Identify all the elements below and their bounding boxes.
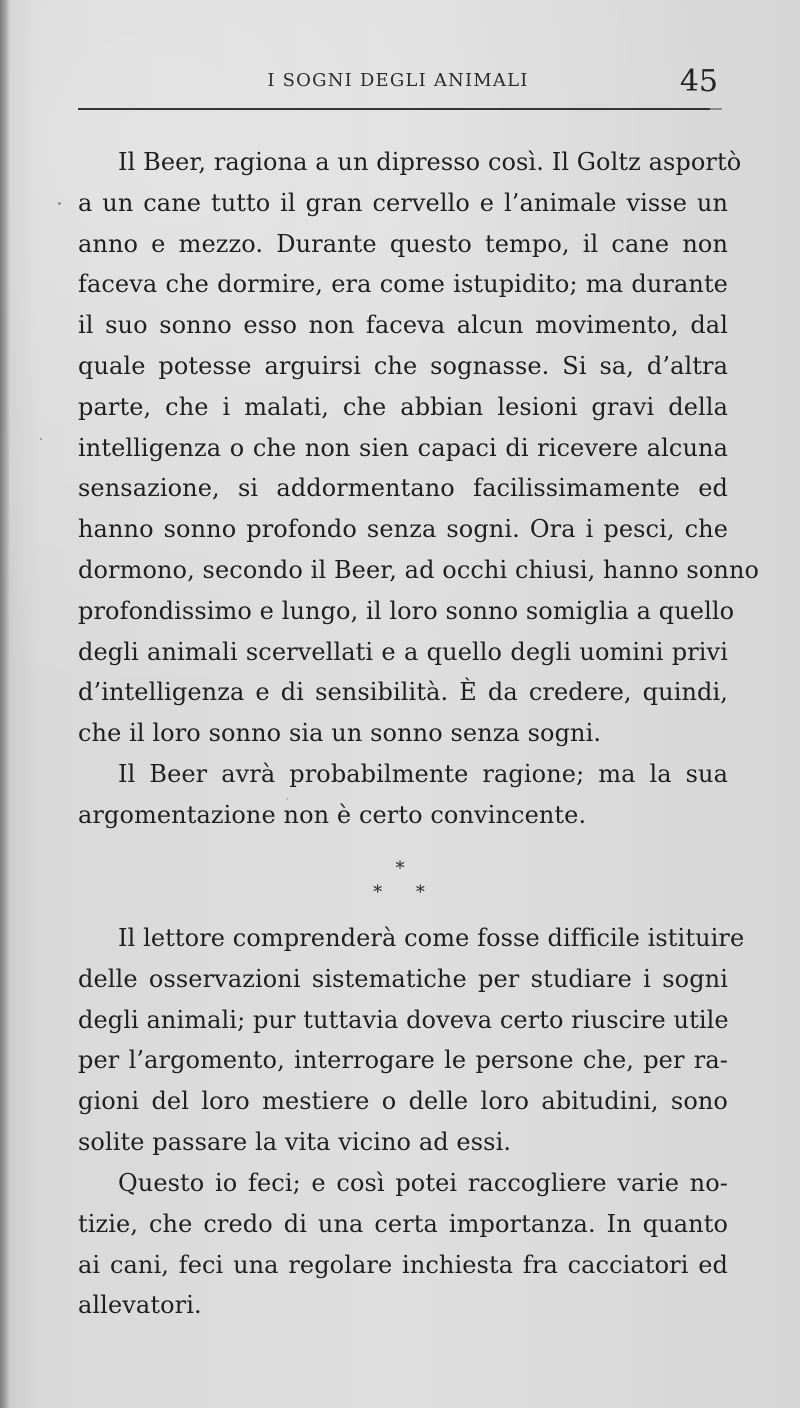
text-line: a un cane tutto il gran cervello e l’animale visse un	[78, 188, 728, 217]
text-line: ai cani, feci una regolare inchiesta fra cacciatori ed	[78, 1250, 728, 1279]
paragraph-4	[78, 1163, 728, 1326]
scan-speck	[286, 798, 288, 800]
running-title: I SOGNI DEGLI ANIMALI	[267, 70, 529, 91]
text-line: sensazione, si addormentano facilissimamente ed	[78, 474, 728, 503]
text-line: allevatori.	[78, 1291, 202, 1320]
text-line: Questo io feci; e così potei raccogliere varie no-	[118, 1169, 728, 1197]
text-line: il suo sonno esso non faceva alcun movimento, dal	[78, 311, 728, 340]
text-line: anno e mezzo. Durante questo tempo, il cane non	[78, 229, 728, 258]
text-line: intelligenza o che non sien capaci di ricevere alcuna	[78, 433, 728, 462]
text-line: dormono, secondo il Beer, ad occhi chiusi, hanno sonno	[78, 555, 760, 584]
page-number: 45	[679, 64, 718, 99]
text-line: hanno sonno profondo senza sogni. Ora i pesci, che	[78, 515, 728, 544]
scan-speck	[58, 202, 61, 205]
text-line: faceva che dormire, era come istupidito; ma durante	[78, 270, 728, 299]
text-line: Il Beer, ragiona a un dipresso così. Il Goltz asportò	[118, 148, 742, 176]
text-line: solite passare la vita vicino ad essi.	[78, 1127, 512, 1156]
text-line: parte, che i malati, che abbian lesioni gravi della	[78, 392, 728, 421]
text-line: delle osservazioni sistematiche per studiare i sogni	[78, 964, 728, 993]
text-line: gioni del loro mestiere o delle loro abitudini, sono	[78, 1087, 728, 1116]
scan-speck	[40, 438, 42, 440]
paragraph-1	[78, 142, 760, 754]
text-line: profondissimo e lungo, il loro sonno somiglia a quello	[78, 596, 735, 625]
text-line: Il lettore comprenderà come fosse difficile istituire	[118, 924, 745, 952]
text-line: per l’argomento, interrogare le persone che, per ra-	[78, 1046, 728, 1075]
separator-bottom: * *	[373, 882, 439, 903]
text-line: degli animali; pur tuttavia doveva certo riuscire utile	[78, 1005, 729, 1034]
page-binding-edge	[0, 0, 10, 1408]
text-line: tizie, che credo di una certa importanza. In quanto	[78, 1209, 728, 1238]
running-head	[78, 64, 718, 100]
text-line: argomentazione non è certo convincente.	[78, 800, 587, 829]
separator-top: *	[395, 858, 405, 879]
text-line: Il Beer avrà probabilmente ragione; ma la sua	[118, 760, 728, 788]
text-line: che il loro sonno sia un sonno senza sogni.	[78, 719, 602, 748]
section-separator	[360, 858, 440, 908]
paragraph-3	[78, 918, 745, 1163]
text-line: d’intelligenza e di sensibilità. È da credere, quindi,	[78, 678, 728, 707]
text-line: quale potesse arguirsi che sognasse. Si sa, d’altra	[78, 351, 728, 380]
text-line: degli animali scervellati e a quello degli uomini privi	[78, 637, 728, 666]
header-rule	[78, 108, 710, 110]
paragraph-2	[78, 754, 728, 836]
